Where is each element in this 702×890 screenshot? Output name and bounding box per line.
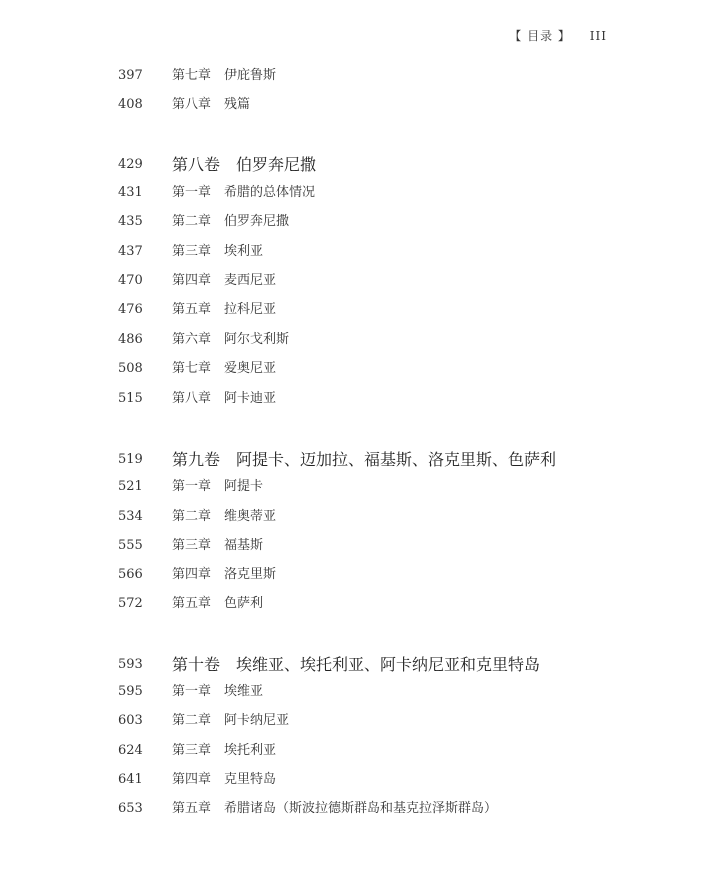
toc-page-number: 566 [118,567,143,582]
toc-chapter-number: 第二章 [172,713,212,728]
toc-chapter-number: 第三章 [172,244,212,259]
toc-chapter-number: 第六章 [172,332,212,347]
toc-chapter-number: 第三章 [172,743,212,758]
toc-chapter-title: 福基斯 [224,538,264,553]
toc-chapter-title: 阿尔戈利斯 [224,332,290,347]
toc-chapter-number: 第八章 [172,391,212,406]
toc-page-number: 593 [118,657,143,672]
toc-volume-number: 第十卷 [172,655,221,674]
toc-page-number: 431 [118,185,143,200]
toc-volume-title: 阿提卡、迈加拉、福基斯、洛克里斯、色萨利 [236,450,557,469]
toc-page-number: 476 [118,302,143,317]
toc-chapter-title: 埃利亚 [224,244,264,259]
toc-page-number: 470 [118,273,143,288]
toc-page-number: 429 [118,157,143,172]
toc-chapter-number: 第五章 [172,801,212,816]
toc-page-number: 408 [118,97,143,112]
toc-chapter-number: 第一章 [172,684,212,699]
toc-chapter-number: 第二章 [172,509,212,524]
toc-chapter-number: 第一章 [172,479,212,494]
toc-volume-number: 第九卷 [172,450,221,469]
toc-chapter-number: 第四章 [172,567,212,582]
toc-page-number: 515 [118,391,143,406]
toc-chapter-number: 第七章 [172,361,212,376]
toc-chapter-number: 第四章 [172,772,212,787]
toc-page-number: 508 [118,361,143,376]
toc-chapter-title: 埃维亚 [224,684,264,699]
toc-chapter-title: 埃托利亚 [224,743,277,758]
section-label: 【 目录 】 [509,29,571,43]
toc-chapter-title: 色萨利 [224,596,264,611]
toc-page-number: 437 [118,244,143,259]
toc-page-number: 603 [118,713,143,728]
running-head [509,27,607,44]
toc-volume-title: 伯罗奔尼撒 [236,155,317,174]
toc-chapter-title: 伯罗奔尼撒 [224,214,290,229]
toc-chapter-title: 伊庇鲁斯 [224,68,277,83]
toc-chapter-title: 拉科尼亚 [224,302,277,317]
toc-page-number: 624 [118,743,143,758]
toc-page-number: 519 [118,452,143,467]
toc-chapter-number: 第四章 [172,273,212,288]
toc-page-number: 397 [118,68,143,83]
toc-chapter-title: 阿卡纳尼亚 [224,713,290,728]
toc-page-number: 534 [118,509,143,524]
toc-chapter-title: 维奥蒂亚 [224,509,277,524]
toc-page-number: 555 [118,538,143,553]
toc-chapter-number: 第五章 [172,302,212,317]
toc-chapter-title: 希腊诸岛（斯波拉德斯群岛和基克拉泽斯群岛） [224,801,498,816]
toc-chapter-number: 第三章 [172,538,212,553]
toc-chapter-title: 阿提卡 [224,479,264,494]
toc-page-number: 595 [118,684,143,699]
toc-page-number: 486 [118,332,143,347]
toc-chapter-title: 阿卡迪亚 [224,391,277,406]
toc-chapter-title: 残篇 [224,97,251,112]
toc-page-number: 653 [118,801,143,816]
toc-page-number: 641 [118,772,143,787]
toc-volume-title: 埃维亚、埃托利亚、阿卡纳尼亚和克里特岛 [236,655,541,674]
toc-chapter-title: 麦西尼亚 [224,273,277,288]
toc-chapter-title: 爱奥尼亚 [224,361,277,376]
toc-page-number: 521 [118,479,143,494]
toc-chapter-number: 第一章 [172,185,212,200]
toc-chapter-title: 克里特岛 [224,772,277,787]
toc-chapter-title: 洛克里斯 [224,567,277,582]
toc-page-number: 572 [118,596,143,611]
toc-volume-number: 第八卷 [172,155,221,174]
toc-chapter-title: 希腊的总体情况 [224,185,316,200]
toc-chapter-number: 第二章 [172,214,212,229]
toc-page-number: 435 [118,214,143,229]
toc-chapter-number: 第八章 [172,97,212,112]
toc-chapter-number: 第五章 [172,596,212,611]
toc-chapter-number: 第七章 [172,68,212,83]
page-number: III [589,29,607,43]
